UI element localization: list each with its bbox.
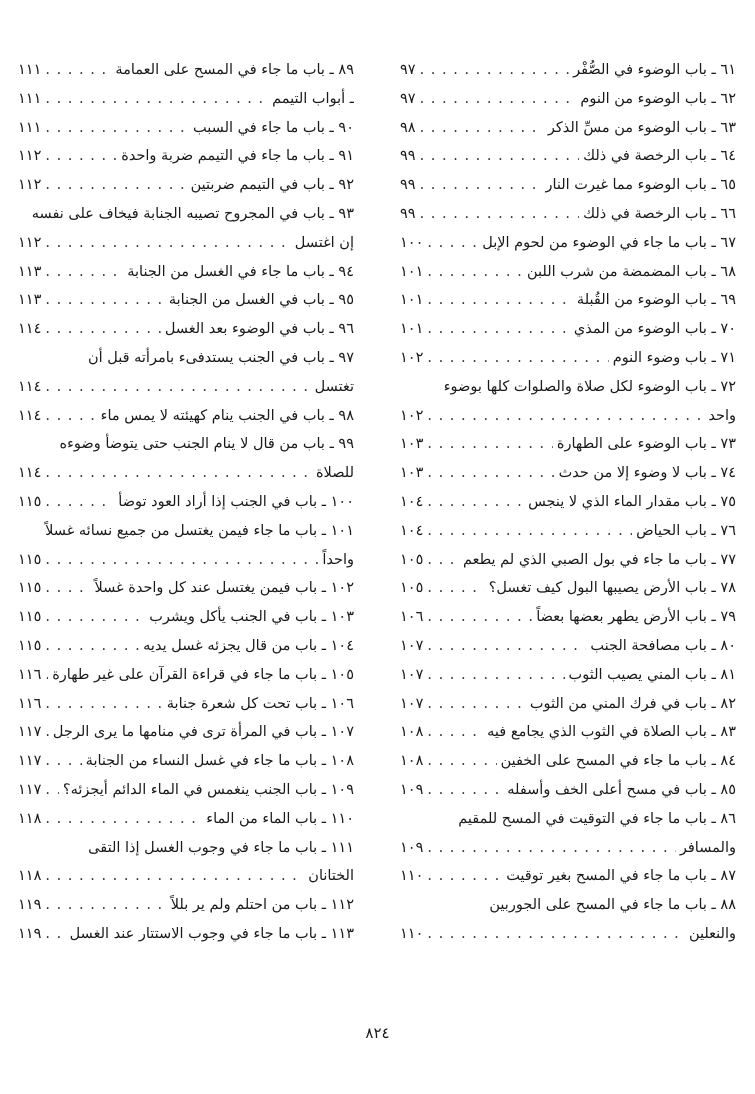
index-entry: [18, 834, 354, 863]
entry-title: واحداً: [322, 551, 354, 568]
entry-page-number: ١١٠: [400, 868, 424, 885]
index-column-left: [18, 56, 354, 949]
index-entry: [400, 776, 736, 805]
entry-page-number: ٩٧: [400, 90, 416, 107]
dot-leader: [45, 373, 310, 402]
dot-leader: [45, 690, 162, 719]
index-entry: [400, 171, 736, 200]
entry-page-number: ١١٧: [18, 753, 42, 770]
dot-leader: [427, 690, 525, 719]
entry-title: ٦٨ ـ باب المضمضة من شرب اللبن: [527, 263, 736, 280]
entry-title: الختانان: [308, 868, 354, 885]
entry-page-number: ١٠٩: [400, 781, 424, 798]
dot-leader: [427, 632, 586, 661]
dot-leader: [427, 776, 503, 805]
entry-title: ١١٣ ـ باب ما جاء في وجوب الاستتار عند الغسل: [69, 925, 354, 942]
index-entry: [400, 862, 736, 891]
entry-title: ٨٩ ـ باب ما جاء في المسح على العمامة: [115, 62, 354, 78]
entry-page-number: ١١٢: [18, 234, 42, 251]
entry-title: والنعلين: [688, 925, 736, 942]
index-entry: [18, 229, 354, 258]
entry-page-number: ١١٩: [18, 897, 42, 914]
index-entry: [18, 171, 354, 200]
index-entry: [18, 373, 354, 402]
dot-leader: [45, 114, 189, 143]
index-entry: [18, 661, 354, 690]
entry-page-number: ١١٥: [18, 609, 42, 626]
entry-page-number: ١٠٤: [400, 493, 424, 510]
dot-leader: [45, 488, 114, 517]
entry-title: ٩٨ ـ باب في الجنب ينام كهيئته لا يمس ماء: [100, 407, 354, 424]
entry-page-number: ١٠٣: [400, 436, 424, 453]
entry-title: للصلاة: [315, 465, 354, 482]
entry-title: ٩٠ ـ باب ما جاء في السبب: [193, 119, 354, 136]
entry-page-number: ١١٥: [18, 493, 42, 510]
index-entry: [400, 200, 736, 229]
index-entry: [18, 114, 354, 143]
index-entry: [400, 517, 736, 546]
entry-title: ١٠٨ ـ باب ما جاء في غسل النساء من الجنابة: [85, 753, 354, 770]
entry-page-number: ١٠٦: [400, 609, 424, 626]
dot-leader: [45, 776, 59, 805]
index-entry: [400, 56, 736, 85]
entry-title: ١٠٩ ـ باب الجنب ينغمس في الماء الدائم أيجزئه؟: [62, 781, 354, 798]
entry-title: ٦٧ ـ باب ما جاء في الوضوء من لحوم الإبل: [482, 234, 736, 251]
index-page: [18, 56, 736, 1016]
index-entry: [18, 200, 354, 229]
index-entry: [400, 402, 736, 431]
index-entry: [400, 834, 736, 863]
entry-title: ٧٩ ـ باب الأرض يطهر بعضها بعضاً: [536, 609, 736, 626]
entry-page-number: ١١٧: [18, 781, 42, 798]
dot-leader: [427, 574, 484, 603]
index-entry: [18, 603, 354, 632]
entry-title: ١١٠ ـ باب الماء من الماء: [206, 810, 354, 827]
index-entry: [18, 344, 354, 373]
entry-title: ٦١ ـ باب الوضوء في الصُّفْر: [573, 62, 736, 78]
index-entry: [400, 805, 736, 834]
dot-leader: [45, 747, 81, 776]
dot-leader: [427, 488, 524, 517]
index-entry: [400, 85, 736, 114]
entry-page-number: ١٠٢: [400, 349, 424, 366]
dot-leader: [427, 402, 704, 431]
entry-title: ١١٢ ـ باب من احتلم ولم ير بللاً: [170, 897, 354, 914]
dot-leader: [45, 891, 166, 920]
index-entry: [400, 574, 736, 603]
entry-title: ٩٤ ـ باب ما جاء في الغسل من الجنابة: [127, 263, 354, 280]
entry-title: ٦٩ ـ باب الوضوء من القُبلة: [576, 292, 736, 309]
entry-page-number: ١٠٧: [400, 695, 424, 712]
index-entry: [18, 574, 354, 603]
dot-leader: [45, 862, 304, 891]
index-entry: [18, 632, 354, 661]
entry-title: ٧٣ ـ باب الوضوء على الطهارة: [556, 436, 736, 453]
index-entry: [400, 114, 736, 143]
dot-leader: [427, 603, 532, 632]
entry-title: ١٠٥ ـ باب ما جاء في قراءة القرآن على غير طهارة: [52, 666, 354, 683]
entry-title: ـ أبواب التيمم: [272, 90, 354, 107]
entry-title: ٨٣ ـ باب الصلاة في الثوب الذي يجامع فيه: [487, 724, 736, 741]
entry-page-number: ١٠٢: [400, 407, 424, 424]
index-entry: [18, 430, 354, 459]
dot-leader: [45, 258, 123, 287]
entry-title: ٨٥ ـ باب في مسح أعلى الخف وأسفله: [507, 781, 736, 798]
dot-leader: [45, 171, 186, 200]
entry-page-number: ١١٩: [18, 925, 42, 942]
dot-leader: [420, 85, 577, 114]
entry-title: ٨٠ ـ باب مصافحة الجنب: [590, 637, 736, 654]
entry-page-number: ١٠٤: [400, 522, 424, 539]
entry-page-number: ١٠٨: [400, 724, 424, 741]
entry-title: ٦٥ ـ باب الوضوء مما غيرت النار: [545, 177, 736, 194]
index-column-right: [400, 56, 736, 949]
entry-page-number: ١١٦: [18, 666, 42, 683]
entry-title: ٦٤ ـ باب الرخصة في ذلك: [583, 148, 736, 165]
entry-title: ٨٨ ـ باب ما جاء في المسح على الجوربين: [489, 897, 736, 914]
index-entry: [400, 632, 736, 661]
entry-page-number: ١١٥: [18, 551, 42, 568]
dot-leader: [427, 459, 554, 488]
entry-title: ١٠٠ ـ باب في الجنب إذا أراد العود توضأ: [118, 493, 354, 510]
entry-page-number: ٩٩: [400, 205, 416, 222]
entry-page-number: ١٠٧: [400, 637, 424, 654]
entry-title: ٧٢ ـ باب الوضوء لكل صلاة والصلوات كلها بوضوء: [443, 378, 736, 395]
index-entry: [18, 891, 354, 920]
dot-leader: [427, 517, 632, 546]
index-entry: [400, 603, 736, 632]
dot-leader: [427, 315, 569, 344]
entry-page-number: ١٠٨: [400, 753, 424, 770]
index-entry: [400, 546, 736, 575]
entry-title: ٦٣ ـ باب الوضوء من مسِّ الذكر: [547, 119, 736, 136]
dot-leader: [420, 114, 544, 143]
dot-leader: [45, 920, 65, 949]
page-number: ٨٢٤: [365, 1024, 390, 1042]
entry-page-number: ١١٨: [18, 810, 42, 827]
entry-page-number: ٩٩: [400, 177, 416, 194]
dot-leader: [45, 286, 164, 315]
entry-title: ١٠١ ـ باب ما جاء فيمن يغتسل من جميع نسائه غسلاً: [45, 522, 354, 539]
entry-title: ٦٦ ـ باب الرخصة في ذلك: [583, 205, 736, 222]
entry-title: ١١١ ـ باب ما جاء في وجوب الغسل إذا التقى: [88, 839, 354, 856]
dot-leader: [427, 862, 502, 891]
entry-title: ٩٣ ـ باب في المجروح تصيبه الجنابة فيخاف على نفسه: [31, 205, 354, 222]
index-entry: [18, 286, 354, 315]
entry-title: ٨١ ـ باب المني يصيب الثوب: [568, 666, 736, 683]
entry-page-number: ١١٧: [18, 724, 42, 741]
index-entry: [400, 920, 736, 949]
dot-leader: [45, 603, 145, 632]
entry-title: ٨٤ ـ باب ما جاء في المسح على الخفين: [500, 753, 736, 770]
entry-page-number: ١١٢: [18, 177, 42, 194]
index-entry: [400, 747, 736, 776]
entry-page-number: ٩٧: [400, 62, 416, 78]
index-entry: [18, 402, 354, 431]
entry-title: ١٠٤ ـ باب من قال يجزئه غسل يديه: [143, 637, 354, 654]
index-entry: [400, 661, 736, 690]
index-entry: [18, 258, 354, 287]
entry-page-number: ١١٠: [400, 925, 424, 942]
index-entry: [18, 517, 354, 546]
entry-page-number: ١٠٠: [400, 234, 424, 251]
entry-title: ٧٤ ـ باب لا وضوء إلا من حدث: [558, 465, 736, 482]
dot-leader: [427, 344, 608, 373]
index-entry: [400, 430, 736, 459]
entry-title: ٧٠ ـ باب الوضوء من المذي: [573, 321, 736, 338]
dot-leader: [427, 661, 564, 690]
entry-title: ١٠٣ ـ باب في الجنب يأكل ويشرب: [149, 609, 354, 626]
dot-leader: [427, 258, 523, 287]
dot-leader: [45, 574, 90, 603]
index-entry: [18, 85, 354, 114]
dot-leader: [45, 632, 139, 661]
entry-page-number: ١١٤: [18, 465, 42, 482]
entry-page-number: ٩٨: [400, 119, 416, 136]
entry-title: ٦٢ ـ باب الوضوء من النوم: [580, 90, 736, 107]
index-entry: [18, 546, 354, 575]
entry-page-number: ١١٥: [18, 580, 42, 597]
entry-title: تغتسل: [314, 378, 354, 395]
entry-page-number: ١٠٩: [400, 839, 424, 856]
index-entry: [400, 258, 736, 287]
entry-title: ٨٧ ـ باب ما جاء في المسح بغير توقيت: [506, 868, 736, 885]
index-entry: [400, 286, 736, 315]
entry-page-number: ١١٦: [18, 695, 42, 712]
entry-title: واحد: [708, 407, 736, 424]
index-entry: [400, 459, 736, 488]
dot-leader: [45, 459, 312, 488]
index-entry: [18, 488, 354, 517]
entry-page-number: ١١١: [18, 90, 42, 107]
entry-page-number: ١١٤: [18, 321, 42, 338]
dot-leader: [45, 661, 48, 690]
entry-page-number: ١١٨: [18, 868, 42, 885]
dot-leader: [420, 171, 542, 200]
index-entry: [400, 142, 736, 171]
index-entry: [18, 459, 354, 488]
entry-title: ١٠٦ ـ باب تحت كل شعرة جنابة: [166, 695, 354, 712]
entry-page-number: ١٠١: [400, 263, 424, 280]
entry-page-number: ١١١: [18, 119, 42, 136]
index-entry: [18, 747, 354, 776]
entry-page-number: ١٠٣: [400, 465, 424, 482]
index-entry: [400, 690, 736, 719]
entry-page-number: ١٠٧: [400, 666, 424, 683]
dot-leader: [420, 56, 570, 85]
index-entry: [18, 862, 354, 891]
dot-leader: [427, 286, 573, 315]
dot-leader: [427, 430, 553, 459]
entry-title: ٧٥ ـ باب مقدار الماء الذي لا ينجس: [528, 493, 736, 510]
entry-title: ٧٧ ـ باب ما جاء في بول الصبي الذي لم يطعم: [462, 551, 736, 568]
entry-title: ٩٢ ـ باب في التيمم ضربتين: [190, 177, 354, 194]
entry-title: ٩١ ـ باب ما جاء في التيمم ضربة واحدة: [121, 148, 354, 165]
dot-leader: [45, 142, 117, 171]
entry-page-number: ١١٤: [18, 407, 42, 424]
index-entry: [18, 805, 354, 834]
entry-title: ٨٢ ـ باب في فرك المني من الثوب: [529, 695, 736, 712]
index-entry: [18, 776, 354, 805]
index-entry: [18, 920, 354, 949]
dot-leader: [45, 402, 96, 431]
entry-title: ٩٦ ـ باب في الوضوء بعد الغسل: [164, 321, 354, 338]
entry-title: ١٠٧ ـ باب في المرأة ترى في منامها ما يرى الرجل: [52, 724, 354, 741]
index-entry: [400, 344, 736, 373]
index-entry: [400, 718, 736, 747]
index-entry: [400, 488, 736, 517]
entry-page-number: ١١٥: [18, 637, 42, 654]
index-entry: [18, 315, 354, 344]
entry-page-number: ١٠٥: [400, 580, 424, 597]
entry-title: ٨٦ ـ باب ما جاء في التوقيت في المسح للمقيم: [458, 810, 736, 827]
dot-leader: [45, 315, 160, 344]
entry-page-number: ٩٩: [400, 148, 416, 165]
dot-leader: [45, 718, 49, 747]
entry-title: ٩٧ ـ باب في الجنب يستدفىء بامرأته قبل أن: [87, 349, 354, 366]
dot-leader: [45, 229, 290, 258]
entry-title: إن اغتسل: [294, 234, 354, 251]
index-entry: [18, 56, 354, 85]
entry-title: ٧٨ ـ باب الأرض يصيبها البول كيف تغسل؟: [488, 580, 736, 597]
dot-leader: [420, 142, 580, 171]
entry-page-number: ١١٣: [18, 263, 42, 280]
dot-leader: [427, 834, 676, 863]
index-entry: [400, 891, 736, 920]
dot-leader: [45, 56, 111, 85]
dot-leader: [427, 546, 459, 575]
dot-leader: [427, 229, 478, 258]
index-entry: [18, 718, 354, 747]
entry-page-number: ١١١: [18, 62, 42, 78]
dot-leader: [45, 85, 268, 114]
index-entry: [18, 690, 354, 719]
entry-page-number: ١١٢: [18, 148, 42, 165]
index-entry: [400, 373, 736, 402]
entry-title: ٧٦ ـ باب الحياض: [636, 522, 736, 539]
entry-title: ٩٩ ـ باب من قال لا ينام الجنب حتى يتوضأ وضوءه: [59, 436, 354, 453]
dot-leader: [45, 546, 318, 575]
entry-page-number: ١١٣: [18, 292, 42, 309]
index-entry: [400, 315, 736, 344]
entry-title: ٩٥ ـ باب في الغسل من الجنابة: [168, 292, 354, 309]
entry-page-number: ١٠١: [400, 292, 424, 309]
dot-leader: [45, 805, 202, 834]
entry-title: ١٠٢ ـ باب فيمن يغتسل عند كل واحدة غسلاً: [94, 580, 354, 597]
entry-page-number: ١١٤: [18, 378, 42, 395]
entry-title: والمسافر: [679, 839, 736, 856]
dot-leader: [420, 200, 580, 229]
dot-leader: [427, 920, 685, 949]
entry-title: ٧١ ـ باب وضوء النوم: [612, 349, 736, 366]
index-entry: [400, 229, 736, 258]
index-entry: [18, 142, 354, 171]
dot-leader: [427, 747, 496, 776]
dot-leader: [427, 718, 483, 747]
entry-page-number: ١٠٥: [400, 551, 424, 568]
entry-page-number: ١٠١: [400, 321, 424, 338]
